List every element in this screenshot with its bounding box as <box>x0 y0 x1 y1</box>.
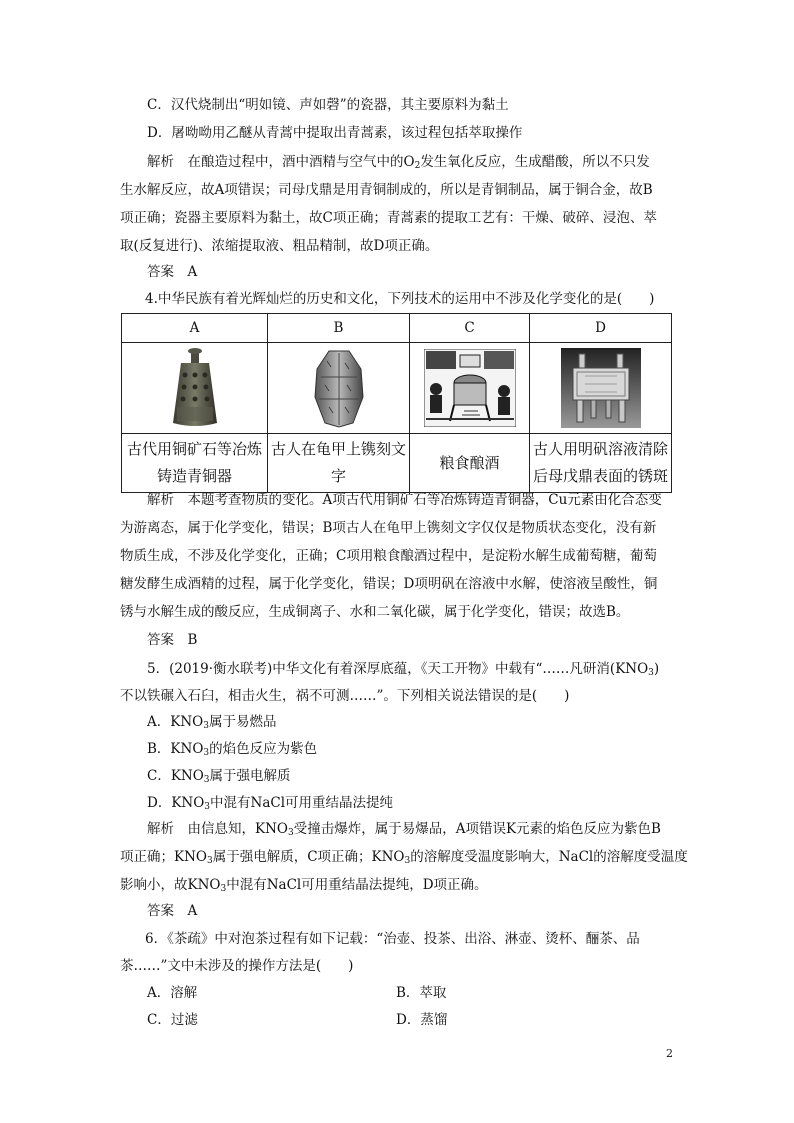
q4-header-d: D <box>530 314 672 343</box>
q4-analysis-line-3: 物质生成，不涉及化学变化，正确；C项用粮食酿酒过程中，是淀粉水解生成葡萄糖，葡萄 <box>120 548 657 564</box>
oracle-bone-icon <box>311 347 367 429</box>
q4-caption-d: 古人用明矾溶液清除 后母戊鼎表面的锈斑 <box>530 434 672 493</box>
q4-options-table <box>121 313 672 493</box>
q4-analysis-line-5: 锈与水解生成的酸反应，生成铜离子、水和二氧化碳，属于化学变化，错误；故选B。 <box>120 604 630 620</box>
q3-analysis-line-3: 项正确；瓷器主要原料为黏土，故C项正确；青蒿素的提取工艺有：干燥、破碎、浸泡、萃 <box>120 210 657 226</box>
q4-analysis-line-2: 为游离态，属于化学变化，错误；B项古人在龟甲上镌刻文字仅仅是物质状态变化，没有新 <box>120 520 657 536</box>
bronze-ding-icon <box>561 348 641 428</box>
q6-question-line-1: 6．《茶疏》中对泡茶过程有如下记载：“治壶、投茶、出浴、淋壶、烫杯、酾茶、品 <box>145 931 640 947</box>
q5-option-b: B．$KNO_3$的焰色反应为紫色 <box>147 741 318 758</box>
q4-question: 4.中华民族有着光辉灿烂的历史和文化，下列技术的运用中不涉及化学变化的是( ) <box>145 291 655 307</box>
q3-option-c: C．汉代烧制出“明如镜、声如磬”的瓷器，其主要原料为黏土 <box>147 97 509 113</box>
q4-analysis-line-4: 糖发酵生成酒精的过程，属于化学变化，错误；D项明矾在溶液中水解，使溶液呈酸性，铜 <box>120 576 658 592</box>
q3-answer: 答案 A <box>147 264 198 280</box>
q5-analysis-line-2: 项正确；$KNO_3$属于强电解质，C项正确；$KNO_3$的溶解度受温度影响大，NaCl的溶解度受温度 <box>120 849 688 866</box>
q5-option-d: D．$KNO_3$中混有NaCl可用重结晶法提纯 <box>147 795 394 812</box>
q5-analysis-line-3: 影响小，故$KNO_3$中混有NaCl可用重结晶法提纯，D项正确。 <box>120 877 488 894</box>
q3-option-d: D．屠呦呦用乙醚从青蒿中提取出青蒿素，该过程包括萃取操作 <box>147 125 523 141</box>
q5-question-line-2: 不以铁碾入石臼，相击火生，祸不可测……”。下列相关说法错误的是( ) <box>120 688 570 704</box>
q4-answer: 答案 B <box>147 632 198 648</box>
q4-analysis-line-1: 解析 本题考查物质的变化。A项古代用铜矿石等冶炼铸造青铜器，Cu元素由化合态变 <box>147 492 662 508</box>
q4-caption-c: 粮食酿酒 <box>410 434 530 493</box>
q6-option-a: A．溶解 <box>147 985 198 1001</box>
q5-option-a: A．$KNO_3$属于易燃品 <box>147 714 277 731</box>
q5-question-line-1: 5．(2019·衡水联考)中华文化有着深厚底蕴，《天工开物》中载有“……凡研消$(KNO_3)$ <box>147 661 660 678</box>
q4-header-b: B <box>268 314 410 343</box>
brewing-illustration-icon <box>424 349 516 427</box>
q4-header-a: A <box>122 314 268 343</box>
q5-analysis-line-1: 解析 由信息知，$KNO_3$受撞击爆炸，属于易爆品，A项错误K元素的焰色反应为紫色B <box>147 821 661 838</box>
q6-question-line-2: 茶……”文中未涉及的操作方法是( ) <box>120 958 354 974</box>
q4-header-c: C <box>410 314 530 343</box>
q6-option-d: D．蒸馏 <box>396 1012 448 1028</box>
q3-analysis-line-2: 生水解反应，故A项错误；司母戊鼎是用青铜制成的，所以是青铜制品，属于铜合金，故B <box>120 182 653 198</box>
q6-option-c: C．过滤 <box>147 1012 198 1028</box>
bronze-bell-icon <box>167 347 223 429</box>
q3-analysis-line-4: 取(反复进行)、浓缩提取液、粗品精制，故D项正确。 <box>120 238 439 254</box>
q5-option-c: C．$KNO_3$属于强电解质 <box>147 768 291 785</box>
q5-answer: 答案 A <box>147 903 198 919</box>
q4-caption-a: 古代用铜矿石等冶炼 铸造青铜器 <box>122 434 268 493</box>
q3-analysis-line-1: 解析 在酿造过程中，酒中酒精与空气中的$O_2$发生氧化反应，生成醋酸，所以不只发 <box>147 154 650 171</box>
q6-option-b: B．萃取 <box>396 985 447 1001</box>
q4-caption-b: 古人在龟甲上镌刻文 字 <box>268 434 410 493</box>
page-number: 2 <box>666 1047 673 1060</box>
